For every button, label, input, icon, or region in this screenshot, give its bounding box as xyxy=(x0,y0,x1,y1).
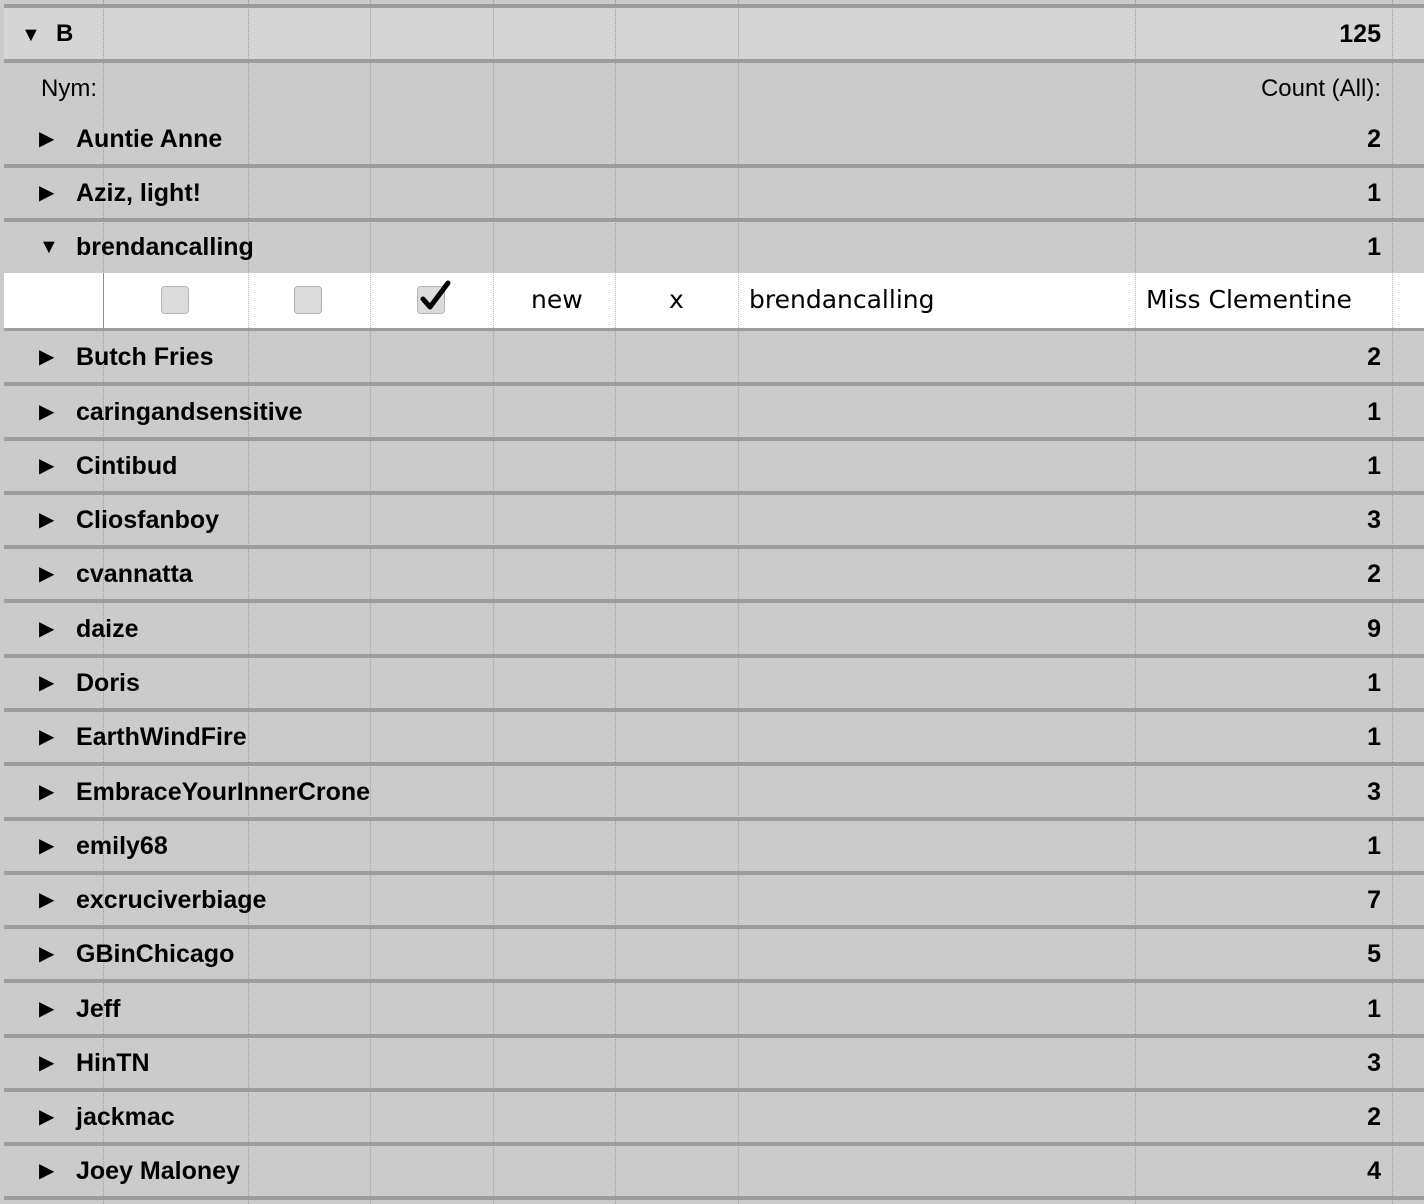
nym-count: 1 xyxy=(1367,669,1381,697)
triangle-right-icon[interactable]: ▶ xyxy=(39,998,55,1020)
list-item[interactable] xyxy=(4,656,1424,706)
triangle-down-icon[interactable]: ▼ xyxy=(39,236,59,258)
nym-count: 4 xyxy=(1367,1157,1381,1185)
list-item[interactable] xyxy=(4,1144,1424,1194)
list-item[interactable] xyxy=(4,819,1424,869)
nym-count: 2 xyxy=(1367,1103,1381,1131)
nym-label: cvannatta xyxy=(76,560,193,588)
triangle-right-icon[interactable]: ▶ xyxy=(39,563,55,585)
column-divider xyxy=(615,273,616,328)
nym-count: 1 xyxy=(1367,398,1381,426)
column-divider xyxy=(1135,273,1136,328)
column-label-row xyxy=(4,64,1424,112)
list-item[interactable] xyxy=(4,1036,1424,1086)
checkbox-2[interactable] xyxy=(294,286,322,314)
triangle-right-icon[interactable]: ▶ xyxy=(39,455,55,477)
nym-count: 1 xyxy=(1367,832,1381,860)
triangle-right-icon[interactable]: ▶ xyxy=(39,726,55,748)
triangle-right-icon[interactable]: ▶ xyxy=(39,1052,55,1074)
nym-count: 1 xyxy=(1367,995,1381,1023)
checkmark-icon xyxy=(418,279,454,315)
nym-count: 1 xyxy=(1367,723,1381,751)
nym-count: 1 xyxy=(1367,452,1381,480)
triangle-right-icon[interactable]: ▶ xyxy=(39,672,55,694)
mark-cell[interactable]: x xyxy=(669,285,684,314)
group-count: 125 xyxy=(1339,20,1381,48)
triangle-right-icon[interactable]: ▶ xyxy=(39,128,55,150)
triangle-right-icon[interactable]: ▶ xyxy=(39,346,55,368)
nym-label: Jeff xyxy=(76,995,121,1023)
nym-label: Cintibud xyxy=(76,452,178,480)
column-divider xyxy=(1392,273,1393,328)
detail-row[interactable] xyxy=(4,273,1424,328)
triangle-right-icon[interactable]: ▶ xyxy=(39,182,55,204)
nym-count: 3 xyxy=(1367,1049,1381,1077)
list-item[interactable] xyxy=(4,927,1424,977)
nym-count: 2 xyxy=(1367,125,1381,153)
checkbox-1[interactable] xyxy=(161,286,189,314)
column-divider xyxy=(370,273,371,328)
triangle-right-icon[interactable]: ▶ xyxy=(39,835,55,857)
nym-label: Doris xyxy=(76,669,140,697)
nym-label: EmbraceYourInnerCrone xyxy=(76,778,371,806)
triangle-right-icon[interactable]: ▶ xyxy=(39,781,55,803)
nym-count: 3 xyxy=(1367,506,1381,534)
nym-label: excruciverbiage xyxy=(76,886,267,914)
list-item[interactable] xyxy=(4,873,1424,923)
nym-count: 5 xyxy=(1367,940,1381,968)
nym-label: emily68 xyxy=(76,832,168,860)
nym-label: Cliosfanboy xyxy=(76,506,220,534)
list-item[interactable] xyxy=(4,602,1424,652)
nym-count: 2 xyxy=(1367,560,1381,588)
triangle-right-icon[interactable]: ▶ xyxy=(39,618,55,640)
list-item[interactable] xyxy=(4,166,1424,216)
group-letter: B xyxy=(56,20,74,47)
nym-label: Auntie Anne xyxy=(76,125,223,153)
nym-label: EarthWindFire xyxy=(76,723,247,751)
status-cell: new xyxy=(531,285,583,314)
triangle-right-icon[interactable]: ▶ xyxy=(39,509,55,531)
list-item[interactable] xyxy=(4,385,1424,435)
nym-count: 9 xyxy=(1367,615,1381,643)
list-item[interactable] xyxy=(4,439,1424,489)
nym-count: 1 xyxy=(1367,233,1381,261)
triangle-right-icon[interactable]: ▶ xyxy=(39,1160,55,1182)
list-item[interactable] xyxy=(4,547,1424,597)
nym-count: 7 xyxy=(1367,886,1381,914)
triangle-right-icon[interactable]: ▶ xyxy=(39,1106,55,1128)
nym-label: jackmac xyxy=(76,1103,175,1131)
list-item[interactable] xyxy=(4,112,1424,162)
column-divider xyxy=(248,273,249,328)
triangle-down-icon[interactable]: ▼ xyxy=(21,24,41,46)
nym-count: 1 xyxy=(1367,179,1381,207)
list-item[interactable] xyxy=(4,220,1424,270)
nym-label: caringandsensitive xyxy=(76,398,303,426)
nym-cell: brendancalling xyxy=(749,285,935,314)
count-column-label: Count (All): xyxy=(1260,75,1381,102)
nym-label: GBinChicago xyxy=(76,940,235,968)
nym-label: Aziz, light! xyxy=(76,179,201,207)
list-item[interactable] xyxy=(4,330,1424,380)
nym-label: Butch Fries xyxy=(76,343,214,371)
triangle-right-icon[interactable]: ▶ xyxy=(39,401,55,423)
nym-count: 3 xyxy=(1367,778,1381,806)
nym-count: 2 xyxy=(1367,343,1381,371)
nym-column-label: Nym: xyxy=(41,75,97,102)
triangle-right-icon[interactable]: ▶ xyxy=(39,943,55,965)
list-item[interactable] xyxy=(4,765,1424,815)
list-item[interactable] xyxy=(4,493,1424,543)
group-row-b[interactable] xyxy=(4,8,1424,60)
triangle-right-icon[interactable]: ▶ xyxy=(39,889,55,911)
nym-label: daize xyxy=(76,615,139,643)
column-divider xyxy=(103,273,104,328)
list-item[interactable] xyxy=(4,1090,1424,1140)
column-divider xyxy=(493,273,494,328)
nym-label: Joey Maloney xyxy=(76,1157,240,1185)
nym-label: HinTN xyxy=(76,1049,150,1077)
list-item[interactable] xyxy=(4,982,1424,1032)
row-separator xyxy=(4,1196,1424,1200)
column-divider xyxy=(738,273,739,328)
checkbox-3[interactable] xyxy=(417,286,445,314)
nym-label: brendancalling xyxy=(76,233,254,261)
puzzle-cell: Miss Clementine xyxy=(1146,285,1352,314)
list-item[interactable] xyxy=(4,710,1424,760)
